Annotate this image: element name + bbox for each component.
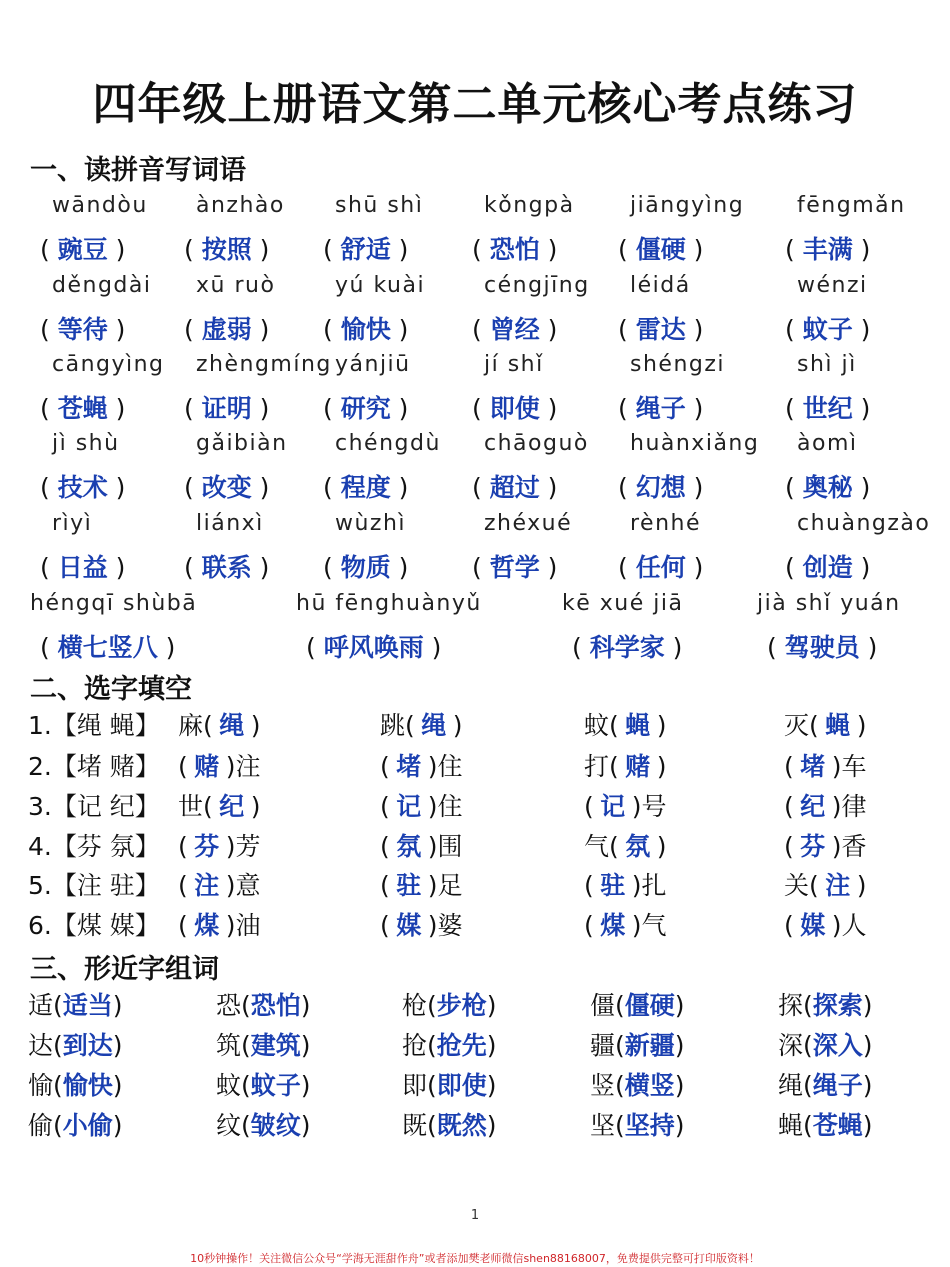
fill-blank (178, 866, 261, 902)
blank-answer: 纪 (800, 792, 826, 821)
answer-bracket: ( 按照 ) (184, 235, 270, 264)
answer-bracket: ( 恐怕 ) (472, 235, 558, 264)
pinyin-label: jì shù (52, 431, 120, 456)
pinyin-label: zhéxué (484, 511, 573, 536)
pinyin-label: chéngdù (335, 431, 441, 456)
answer-bracket: ( 呼风唤雨 ) (306, 633, 442, 662)
answer-word: 按照 (201, 235, 252, 264)
answer-bracket: ( 奥秘 ) (785, 473, 871, 502)
blank-suffix: )芳 (225, 832, 261, 861)
fill-blank (380, 787, 463, 823)
fill-blank (584, 747, 667, 783)
blank-prefix: ( (784, 832, 794, 861)
answer-word: 科学家 (589, 633, 665, 662)
base-character: 疆 (590, 1031, 616, 1060)
choice-label: 3.【记 纪】 (28, 792, 160, 821)
blank-prefix: ( (380, 911, 390, 940)
fill-blank (784, 827, 867, 863)
answer-word: 创造 (802, 553, 853, 582)
blank-prefix: ( (584, 871, 594, 900)
answer-word: 驾驶员 (784, 633, 860, 662)
page-title: 四年级上册语文第二单元核心考点练习 (92, 79, 858, 130)
pinyin-label: xū ruò (196, 273, 276, 298)
base-character: 既 (402, 1111, 428, 1140)
answer-bracket: ( 幻想 ) (618, 473, 704, 502)
blank-prefix: ( (178, 832, 188, 861)
answer-word: 技术 (57, 473, 108, 502)
base-character: 探 (778, 991, 804, 1020)
group-word: 愉快 (62, 1071, 113, 1100)
base-character: 枪 (402, 991, 428, 1020)
fill-blank (784, 906, 867, 942)
blank-suffix: ) (656, 832, 667, 861)
fill-blank (784, 747, 867, 783)
answer-bracket: ( 曾经 ) (472, 315, 558, 344)
answer-word: 即使 (489, 394, 540, 423)
answer-word: 程度 (340, 473, 391, 502)
blank-answer: 堵 (800, 752, 826, 781)
word-group: 绳(绳子) (778, 1066, 873, 1102)
answer-word: 舒适 (340, 235, 391, 264)
pinyin-label: liánxì (196, 511, 264, 536)
fill-blank (178, 747, 261, 783)
blank-suffix: ) (856, 871, 867, 900)
blank-prefix: ( (380, 871, 390, 900)
answer-word: 虚弱 (201, 315, 252, 344)
pinyin-label: rènhé (630, 511, 702, 536)
answer-word: 丰满 (802, 235, 853, 264)
base-character: 适 (28, 991, 54, 1020)
group-word: 横竖 (624, 1071, 675, 1100)
blank-prefix: 跳( (380, 711, 415, 740)
blank-prefix: ( (178, 871, 188, 900)
group-word: 绳子 (812, 1071, 863, 1100)
pinyin-label: gǎibiàn (196, 431, 288, 456)
blank-prefix: ( (380, 832, 390, 861)
base-character: 纹 (216, 1111, 242, 1140)
fill-blank (584, 827, 667, 863)
base-character: 蚊 (216, 1071, 242, 1100)
pinyin-label: kǒngpà (484, 193, 575, 218)
word-group: 恐(恐怕) (216, 986, 311, 1022)
blank-prefix: ( (380, 792, 390, 821)
base-character: 竖 (590, 1071, 616, 1100)
base-character: 绳 (778, 1071, 804, 1100)
pinyin-label: héngqī shùbā (30, 591, 198, 616)
group-word: 步枪 (436, 991, 487, 1020)
blank-answer: 赌 (194, 752, 220, 781)
pinyin-label: shéngzi (630, 352, 726, 377)
answer-word: 呼风唤雨 (323, 633, 424, 662)
blank-suffix: ) (250, 792, 261, 821)
blank-suffix: )注 (225, 752, 261, 781)
answer-bracket: ( 苍蝇 ) (40, 394, 126, 423)
group-word: 皱纹 (250, 1111, 301, 1140)
group-word: 既然 (436, 1111, 487, 1140)
pinyin-label: wénzi (797, 273, 868, 298)
blank-suffix: )住 (427, 752, 463, 781)
blank-prefix: 灭( (784, 711, 819, 740)
answer-bracket: ( 等待 ) (40, 315, 126, 344)
fill-blank (584, 787, 667, 823)
answer-bracket: ( 舒适 ) (323, 235, 409, 264)
group-word: 蚊子 (250, 1071, 301, 1100)
answer-word: 超过 (489, 473, 540, 502)
base-character: 即 (402, 1071, 428, 1100)
blank-answer: 煤 (194, 911, 220, 940)
blank-suffix: )足 (427, 871, 463, 900)
fill-blank (784, 706, 867, 742)
answer-word: 证明 (201, 394, 252, 423)
answer-word: 恐怕 (489, 235, 540, 264)
choice-label: 2.【堵 赌】 (28, 752, 160, 781)
answer-word: 奥秘 (802, 473, 853, 502)
fill-blank (380, 747, 463, 783)
pinyin-label: jià shǐ yuán (757, 591, 901, 616)
blank-answer: 注 (825, 871, 851, 900)
blank-answer: 赌 (625, 752, 651, 781)
group-word: 坚持 (624, 1111, 675, 1140)
answer-bracket: ( 世纪 ) (785, 394, 871, 423)
answer-bracket: ( 科学家 ) (572, 633, 683, 662)
answer-bracket: ( 任何 ) (618, 553, 704, 582)
word-group: 蚊(蚊子) (216, 1066, 311, 1102)
blank-answer: 注 (194, 871, 220, 900)
blank-answer: 媒 (396, 911, 422, 940)
blank-suffix: ) (250, 711, 261, 740)
fill-blank (178, 787, 261, 823)
group-word: 新疆 (624, 1031, 675, 1060)
pinyin-label: àomì (797, 431, 858, 456)
choice-label: 6.【煤 媒】 (28, 911, 160, 940)
blank-suffix: )扎 (631, 871, 667, 900)
answer-word: 等待 (57, 315, 108, 344)
word-group: 竖(横竖) (590, 1066, 685, 1102)
answer-bracket: ( 证明 ) (184, 394, 270, 423)
answer-bracket: ( 僵硬 ) (618, 235, 704, 264)
word-group: 蝇(苍蝇) (778, 1106, 873, 1142)
answer-bracket: ( 丰满 ) (785, 235, 871, 264)
answer-bracket: ( 创造 ) (785, 553, 871, 582)
blank-suffix: )油 (225, 911, 261, 940)
word-group: 枪(步枪) (402, 986, 497, 1022)
answer-bracket: ( 日益 ) (40, 553, 126, 582)
word-group: 既(既然) (402, 1106, 497, 1142)
fill-blank (178, 827, 261, 863)
group-word: 僵硬 (624, 991, 675, 1020)
group-word: 探索 (812, 991, 863, 1020)
pinyin-label: cāngyìng (52, 352, 165, 377)
blank-answer: 蝇 (825, 711, 851, 740)
base-character: 恐 (216, 991, 242, 1020)
blank-prefix: 关( (784, 871, 819, 900)
blank-prefix: ( (784, 911, 794, 940)
word-group: 深(深入) (778, 1026, 873, 1062)
pinyin-label: chuàngzào (797, 511, 931, 536)
answer-bracket: ( 研究 ) (323, 394, 409, 423)
answer-word: 曾经 (489, 315, 540, 344)
blank-answer: 纪 (219, 792, 245, 821)
pinyin-label: yú kuài (335, 273, 426, 298)
answer-word: 苍蝇 (57, 394, 108, 423)
answer-word: 僵硬 (635, 235, 686, 264)
blank-suffix: ) (656, 752, 667, 781)
pinyin-label: wùzhì (335, 511, 407, 536)
word-group: 抢(抢先) (402, 1026, 497, 1062)
answer-bracket: ( 驾驶员 ) (767, 633, 878, 662)
base-character: 蝇 (778, 1111, 804, 1140)
blank-answer: 驻 (600, 871, 626, 900)
blank-answer: 绳 (219, 711, 245, 740)
blank-suffix: )律 (831, 792, 867, 821)
blank-answer: 氛 (625, 832, 651, 861)
fill-blank (178, 706, 261, 742)
blank-prefix: ( (178, 752, 188, 781)
blank-answer: 蝇 (625, 711, 651, 740)
base-character: 僵 (590, 991, 616, 1020)
answer-word: 绳子 (635, 394, 686, 423)
group-word: 建筑 (250, 1031, 301, 1060)
blank-suffix: )人 (831, 911, 867, 940)
blank-prefix: ( (784, 792, 794, 821)
base-character: 愉 (28, 1071, 54, 1100)
fill-blank (380, 706, 463, 742)
group-word: 小偷 (62, 1111, 113, 1140)
group-word: 恐怕 (250, 991, 301, 1020)
answer-bracket: ( 联系 ) (184, 553, 270, 582)
blank-prefix: ( (178, 911, 188, 940)
answer-word: 雷达 (635, 315, 686, 344)
group-word: 到达 (62, 1031, 113, 1060)
pinyin-label: kē xué jiā (562, 591, 684, 616)
pinyin-label: céngjīng (484, 273, 590, 298)
blank-prefix: 蚊( (584, 711, 619, 740)
answer-bracket: ( 绳子 ) (618, 394, 704, 423)
fill-blank (584, 906, 667, 942)
answer-bracket: ( 超过 ) (472, 473, 558, 502)
answer-bracket: ( 蚊子 ) (785, 315, 871, 344)
pinyin-label: yánjiū (335, 352, 411, 377)
blank-suffix: )围 (427, 832, 463, 861)
fill-blank (380, 866, 463, 902)
pinyin-label: jí shǐ (484, 352, 544, 377)
blank-suffix: )车 (831, 752, 867, 781)
choice-label: 1.【绳 蝇】 (28, 711, 160, 740)
word-group: 适(适当) (28, 986, 123, 1022)
blank-prefix: ( (584, 911, 594, 940)
answer-word: 幻想 (635, 473, 686, 502)
blank-answer: 堵 (396, 752, 422, 781)
blank-answer: 记 (600, 792, 626, 821)
answer-bracket: ( 横七竖八 ) (40, 633, 176, 662)
fill-blank (380, 906, 463, 942)
answer-word: 豌豆 (57, 235, 108, 264)
group-word: 抢先 (436, 1031, 487, 1060)
pinyin-label: léidá (630, 273, 691, 298)
answer-word: 日益 (57, 553, 108, 582)
fill-blank (784, 866, 867, 902)
fill-blank (784, 787, 867, 823)
answer-bracket: ( 改变 ) (184, 473, 270, 502)
answer-word: 愉快 (340, 315, 391, 344)
page-number: 1 (470, 1208, 480, 1223)
blank-answer: 煤 (600, 911, 626, 940)
answer-bracket: ( 雷达 ) (618, 315, 704, 344)
pinyin-label: jiāngyìng (630, 193, 745, 218)
word-group: 坚(坚持) (590, 1106, 685, 1142)
blank-prefix: 麻( (178, 711, 213, 740)
answer-bracket: ( 豌豆 ) (40, 235, 126, 264)
answer-bracket: ( 愉快 ) (323, 315, 409, 344)
blank-suffix: )住 (427, 792, 463, 821)
answer-bracket: ( 即使 ) (472, 394, 558, 423)
choice-label: 5.【注 驻】 (28, 871, 160, 900)
section-heading-1: 一、读拼音写词语 (30, 155, 246, 186)
pinyin-label: hū fēnghuànyǔ (296, 591, 482, 616)
answer-word: 联系 (201, 553, 252, 582)
word-group: 僵(僵硬) (590, 986, 685, 1022)
base-character: 达 (28, 1031, 54, 1060)
blank-prefix: 气( (584, 832, 619, 861)
base-character: 筑 (216, 1031, 242, 1060)
group-word: 苍蝇 (812, 1111, 863, 1140)
base-character: 偷 (28, 1111, 54, 1140)
answer-word: 蚊子 (802, 315, 853, 344)
fill-blank (380, 827, 463, 863)
answer-bracket: ( 虚弱 ) (184, 315, 270, 344)
pinyin-label: zhèngmíng (196, 352, 332, 377)
word-group: 偷(小偷) (28, 1106, 123, 1142)
blank-suffix: )婆 (427, 911, 463, 940)
answer-word: 物质 (340, 553, 391, 582)
blank-suffix: )号 (631, 792, 667, 821)
footer-note: 10秒钟操作！关注微信公众号“学海无涯甜作舟”或者添加樊老师微信shen88168007，免费提供完整可打印版资料！ (190, 1252, 760, 1265)
blank-suffix: )气 (631, 911, 667, 940)
word-group: 探(探索) (778, 986, 873, 1022)
pinyin-label: huànxiǎng (630, 431, 760, 456)
base-character: 深 (778, 1031, 804, 1060)
group-word: 深入 (812, 1031, 863, 1060)
answer-word: 横七竖八 (57, 633, 158, 662)
blank-prefix: ( (784, 752, 794, 781)
choice-label: 4.【芬 氛】 (28, 832, 160, 861)
base-character: 坚 (590, 1111, 616, 1140)
answer-bracket: ( 哲学 ) (472, 553, 558, 582)
fill-blank (178, 906, 261, 942)
answer-word: 哲学 (489, 553, 540, 582)
blank-answer: 芬 (800, 832, 826, 861)
pinyin-label: chāoguò (484, 431, 589, 456)
word-group: 达(到达) (28, 1026, 123, 1062)
section-heading-2: 二、选字填空 (30, 674, 192, 705)
word-group: 纹(皱纹) (216, 1106, 311, 1142)
pinyin-label: děngdài (52, 273, 152, 298)
section-heading-3: 三、形近字组词 (30, 954, 219, 985)
blank-answer: 驻 (396, 871, 422, 900)
word-group: 即(即使) (402, 1066, 497, 1102)
blank-suffix: ) (856, 711, 867, 740)
blank-prefix: ( (380, 752, 390, 781)
answer-bracket: ( 物质 ) (323, 553, 409, 582)
blank-answer: 媒 (800, 911, 826, 940)
answer-word: 研究 (340, 394, 391, 423)
blank-answer: 绳 (421, 711, 447, 740)
answer-word: 世纪 (802, 394, 853, 423)
answer-word: 任何 (635, 553, 686, 582)
blank-suffix: )香 (831, 832, 867, 861)
pinyin-label: wāndòu (52, 193, 148, 218)
word-group: 愉(愉快) (28, 1066, 123, 1102)
blank-prefix: ( (584, 792, 594, 821)
answer-bracket: ( 技术 ) (40, 473, 126, 502)
answer-word: 改变 (201, 473, 252, 502)
fill-blank (584, 866, 667, 902)
blank-prefix: 打( (584, 752, 619, 781)
pinyin-label: rìyì (52, 511, 93, 536)
pinyin-label: fēngmǎn (797, 193, 906, 218)
group-word: 即使 (436, 1071, 487, 1100)
blank-prefix: 世( (178, 792, 213, 821)
group-word: 适当 (62, 991, 113, 1020)
pinyin-label: ànzhào (196, 193, 285, 218)
blank-answer: 记 (396, 792, 422, 821)
word-group: 疆(新疆) (590, 1026, 685, 1062)
word-group: 筑(建筑) (216, 1026, 311, 1062)
answer-bracket: ( 程度 ) (323, 473, 409, 502)
blank-answer: 氛 (396, 832, 422, 861)
fill-blank (584, 706, 667, 742)
blank-answer: 芬 (194, 832, 220, 861)
blank-suffix: )意 (225, 871, 261, 900)
pinyin-label: shū shì (335, 193, 424, 218)
base-character: 抢 (402, 1031, 428, 1060)
blank-suffix: ) (452, 711, 463, 740)
pinyin-label: shì jì (797, 352, 857, 377)
blank-suffix: ) (656, 711, 667, 740)
